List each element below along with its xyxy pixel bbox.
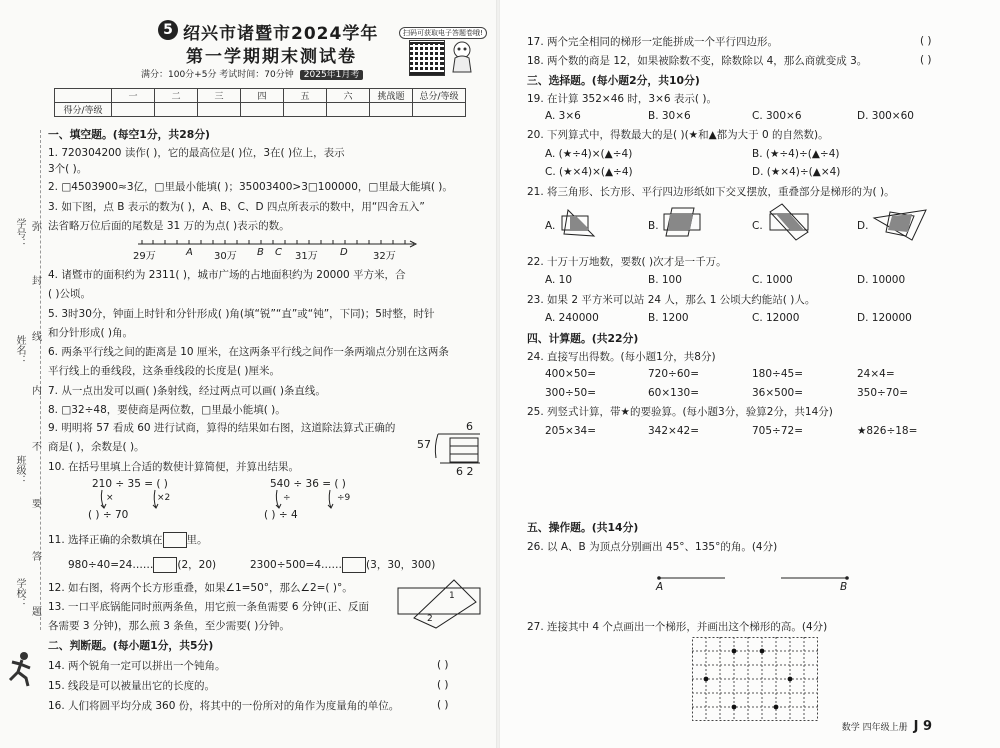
score-cell[interactable] (198, 103, 241, 117)
q20-option-d[interactable]: D. (★×4)÷(▲×4) (752, 166, 841, 178)
question-22: 22. 十万十万地数，要数( )次才是一千万。 (527, 256, 727, 268)
q11a-options: (2，20) (177, 559, 217, 571)
question-25: 25. 列竖式计算，带★的要验算。(每小题3分，验算2分，共14分) (527, 406, 833, 418)
footer-subject: 数学 四年级上册 (841, 723, 908, 733)
nl-tick-32wan: 32万 (373, 251, 396, 262)
q19-option-a[interactable]: A. 3×6 (545, 110, 581, 122)
score-cell[interactable] (112, 103, 155, 117)
q23-option-c[interactable]: C. 12000 (752, 312, 800, 324)
question-8: 8. □32÷48，要使商是两位数，□里最小能填( )。 (48, 404, 286, 416)
score-row-label: 得分/等级 (55, 103, 112, 117)
q11a-expr: 980÷40=24…… (68, 559, 154, 571)
q11b-answer-box[interactable] (342, 557, 366, 573)
score-cell[interactable] (370, 103, 413, 117)
q20-option-b[interactable]: B. (★÷4)÷(▲÷4) (752, 148, 840, 160)
q10b-op1: ÷ (283, 493, 291, 503)
question-19: 19. 在计算 352×46 时，3×6 表示( )。 (527, 93, 717, 105)
q11b-expr: 2300÷500=4…… (250, 559, 343, 571)
seal-char: 内 (32, 386, 42, 397)
question-15: 15. 线段是可以被量出它的长度的。 (48, 680, 216, 692)
score-header-4: 四 (241, 89, 284, 103)
question-14: 14. 两个锐角一定可以拼出一个钝角。 (48, 660, 226, 672)
score-cell[interactable] (155, 103, 198, 117)
question-3-line2: 法省略万位后面的尾数是 31 万的为点( )表示的数。 (48, 220, 290, 232)
question-26: 26. 以 A、B 为顶点分别画出 45°、135°的角。(4分) (527, 541, 778, 553)
q21-option-b[interactable]: B. (648, 220, 659, 232)
exam-info (141, 67, 363, 80)
nl-point-b: B (257, 247, 264, 258)
q9-division-figure (432, 432, 482, 482)
q22-option-d[interactable]: D. 10000 (857, 274, 906, 286)
mascot-icon (447, 40, 477, 76)
question-16: 16. 人们将圆平均分成 360 份，将其中的一份所对的角作为度量角的单位。 (48, 700, 400, 712)
question-23: 23. 如果 2 平方米可以站 24 人，那么 1 公顷大约能站( )人。 (527, 294, 816, 306)
seal-char: 封 (32, 276, 42, 287)
q17-answer-paren[interactable]: ( ) (920, 35, 932, 47)
q25-item: ★826÷18= (857, 425, 918, 437)
q24-item: 400×50= (545, 368, 596, 380)
exam-date-tag: 2025年1月考 (300, 70, 364, 80)
q19-option-d[interactable]: D. 300×60 (857, 110, 914, 122)
question-9-line2: 商是( )，余数是( )。 (48, 441, 145, 453)
q23-option-d[interactable]: D. 120000 (857, 312, 912, 324)
score-header-blank (55, 89, 112, 103)
q10b-bottom: ( ) ÷ 4 (264, 509, 298, 521)
question-3-line1: 3. 如下图，点 B 表示的数为( )，A、B、C、D 四点所表示的数中，用“四舍五入” (48, 201, 425, 213)
question-4-line1: 4. 诸暨市的面积约为 2311( )，城市广场的占地面积约为 20000 平方米，合 (48, 269, 406, 281)
seal-char: 答 (32, 552, 42, 563)
qr-code-icon[interactable] (409, 40, 445, 76)
q23-option-b[interactable]: B. 1200 (648, 312, 689, 324)
q22-option-b[interactable]: B. 100 (648, 274, 682, 286)
q10a-op1: × (106, 493, 114, 503)
question-1-line2: 3个( )。 (48, 163, 88, 175)
question-13-line1: 13. 一口平底锅能同时煎两条鱼，用它煎一条鱼需要 6 分钟(正、反面 (48, 601, 369, 613)
q21-figure-b[interactable] (660, 206, 704, 238)
question-6-line1: 6. 两条平行线之间的距离是 10 厘米，在这两条平行线之间作一条两端点分别在这两条 (48, 346, 449, 358)
q10b-op2: ÷9 (337, 493, 351, 503)
page-number: J 9 (913, 719, 932, 734)
q26-label-a: A (656, 581, 664, 593)
question-24: 24. 直接写出得数。(每小题1分，共8分) (527, 351, 716, 363)
seal-char: 不 (32, 442, 42, 453)
q21-figure-c[interactable] (766, 202, 812, 242)
exam-info-text: 满分：100分+5分 考试时间：70分钟 (141, 70, 294, 80)
section-1-heading: 一、填空题。(每空1分，共28分) (48, 128, 210, 141)
q9-product: 6 2 (456, 465, 474, 478)
q10a-top: 210 ÷ 35 = ( ) (92, 478, 168, 490)
seal-char: 要 (32, 499, 42, 510)
q9-divisor: 57 (417, 438, 431, 451)
question-18: 18. 两个数的商是 12，如果被除数不变，除数除以 4，那么商就变成 3。 (527, 55, 868, 67)
nl-tick-31wan: 31万 (295, 251, 318, 262)
margin-class: 班级： (14, 455, 25, 485)
score-header-3: 三 (198, 89, 241, 103)
q10a-arrows (98, 490, 171, 510)
q10a-op2: ×2 (157, 493, 171, 503)
q24-item: 60×130= (648, 387, 699, 399)
q24-item: 300÷50= (545, 387, 596, 399)
runner-icon (6, 650, 38, 686)
q19-option-b[interactable]: B. 30×6 (648, 110, 691, 122)
q18-answer-paren[interactable]: ( ) (920, 54, 932, 66)
q20-option-c[interactable]: C. (★×4)×(▲÷4) (545, 166, 633, 178)
q27-dot-grid[interactable] (692, 637, 818, 721)
score-cell[interactable] (327, 103, 370, 117)
q24-item: 24×4= (857, 368, 895, 380)
q12-angle-1: 1 (449, 591, 455, 601)
score-header-1: 一 (112, 89, 155, 103)
question-13-line2: 各需要 3 分钟)，那么煎 3 条鱼，至少需要( )分钟。 (48, 620, 290, 632)
q12-rectangles-figure (396, 578, 482, 630)
title-line-2: 第一学期期末测试卷 (186, 47, 357, 67)
seal-char: 线 (32, 332, 42, 343)
question-12: 12. 如右图，将两个长方形重叠，如果∠1=50°，那么∠2=( )°。 (48, 582, 353, 594)
q11-text: 11. 选择正确的余数填在 (48, 534, 163, 546)
margin-student-id: 学号： (14, 218, 25, 248)
score-table (54, 88, 466, 117)
q21-option-d[interactable]: D. (857, 220, 869, 232)
question-10: 10. 在括号里填上合适的数使计算简便，并算出结果。 (48, 461, 300, 473)
q11a-answer-box[interactable] (153, 557, 177, 573)
q11-tail: 里。 (186, 534, 208, 546)
q19-option-c[interactable]: C. 300×6 (752, 110, 802, 122)
q21-option-c[interactable]: C. (752, 220, 763, 232)
section-4-heading: 四、计算题。(共22分) (527, 332, 639, 345)
q25-item: 705÷72= (752, 425, 803, 437)
q23-option-a[interactable]: A. 240000 (545, 312, 599, 324)
question-7: 7. 从一点出发可以画( )条射线，经过两点可以画( )条直线。 (48, 385, 326, 397)
q26-segments (655, 572, 855, 586)
score-cell[interactable] (241, 103, 284, 117)
question-27: 27. 连接其中 4 个点画出一个梯形，并画出这个梯形的高。(4分) (527, 621, 828, 633)
q24-item: 350÷70= (857, 387, 908, 399)
q10a-bottom: ( ) ÷ 70 (88, 509, 129, 521)
question-4-line2: ( )公顷。 (48, 288, 92, 300)
q11a (68, 557, 216, 573)
q21-figure-a[interactable] (560, 208, 596, 238)
seal-char: 题 (32, 607, 42, 618)
question-1-line1: 1. 720304200 读作( )，它的最高位是( )位，3在( )位上，表示 (48, 147, 345, 159)
margin-name: 姓名： (14, 335, 25, 365)
question-11 (48, 532, 208, 548)
paper-number-badge: 5 (158, 20, 178, 40)
score-header-2: 二 (155, 89, 198, 103)
score-header-5: 五 (284, 89, 327, 103)
q21-option-a[interactable]: A. (545, 220, 556, 232)
section-3-heading: 三、选择题。(每小题2分，共10分) (527, 74, 700, 87)
q11b (250, 557, 435, 573)
nl-tick-30wan: 30万 (214, 251, 237, 262)
question-17: 17. 两个完全相同的梯形一定能拼成一个平行四边形。 (527, 36, 779, 48)
q10b-top: 540 ÷ 36 = ( ) (270, 478, 346, 490)
question-2: 2. □4503900≈3亿，□里最小能填( )；35003400>3□100000，□里最大能填( )。 (48, 181, 453, 193)
q22-option-c[interactable]: C. 1000 (752, 274, 793, 286)
section-5-heading: 五、操作题。(共14分) (527, 521, 639, 534)
q24-item: 36×500= (752, 387, 803, 399)
question-20: 20. 下列算式中，得数最大的是( )(★和▲都为大于 0 的自然数)。 (527, 129, 829, 141)
q15-answer-paren[interactable]: ( ) (437, 679, 449, 691)
q11-sample-box (163, 532, 187, 548)
qr-caption: 扫码可获取电子答题卷哦! (399, 27, 487, 39)
nl-point-a: A (186, 247, 193, 258)
q25-item: 342×42= (648, 425, 699, 437)
q9-quotient: 6 (466, 420, 473, 433)
score-header-challenge: 挑战题 (370, 89, 413, 103)
nl-point-d: D (340, 247, 348, 258)
q24-item: 180÷45= (752, 368, 803, 380)
score-header-total: 总分/等级 (413, 89, 466, 103)
margin-school: 学校： (14, 578, 25, 608)
title-line-1: 绍兴市诸暨市2024学年 (183, 24, 379, 44)
q25-item: 205×34= (545, 425, 596, 437)
page-footer (842, 719, 932, 734)
page-fold (496, 0, 500, 748)
nl-tick-29wan: 29万 (133, 251, 156, 262)
question-21: 21. 将三角形、长方形、平行四边形纸如下交叉摆放，重叠部分是梯形的为( )。 (527, 186, 895, 198)
q12-angle-2: 2 (427, 614, 433, 624)
q16-answer-paren[interactable]: ( ) (437, 699, 449, 711)
score-cell[interactable] (413, 103, 466, 117)
question-5-line2: 和分针形成( )角。 (48, 327, 134, 339)
q21-figure-d[interactable] (872, 206, 928, 242)
section-2-heading: 二、判断题。(每小题1分，共5分) (48, 639, 214, 652)
q14-answer-paren[interactable]: ( ) (437, 659, 449, 671)
question-6-line2: 平行线上的垂线段，这条垂线段的长度是( )厘米。 (48, 365, 281, 377)
question-5-line1: 5. 3时30分，钟面上时针和分针形成( )角(填“锐”“直”或“钝”，下同)；5时整，时针 (48, 308, 435, 320)
q20-option-a[interactable]: A. (★÷4)×(▲÷4) (545, 148, 633, 160)
q10b-arrows (273, 490, 343, 510)
q26-label-b: B (840, 581, 848, 593)
q24-item: 720÷60= (648, 368, 699, 380)
question-9-line1: 9. 明明将 57 看成 60 进行试商，算得的结果如右图，这道除法算式正确的 (48, 422, 396, 434)
score-header-6: 六 (327, 89, 370, 103)
q22-option-a[interactable]: A. 10 (545, 274, 573, 286)
seal-char: 弥 (32, 222, 42, 233)
score-cell[interactable] (284, 103, 327, 117)
nl-point-c: C (275, 247, 282, 258)
q11b-options: (3，30，300) (366, 559, 436, 571)
